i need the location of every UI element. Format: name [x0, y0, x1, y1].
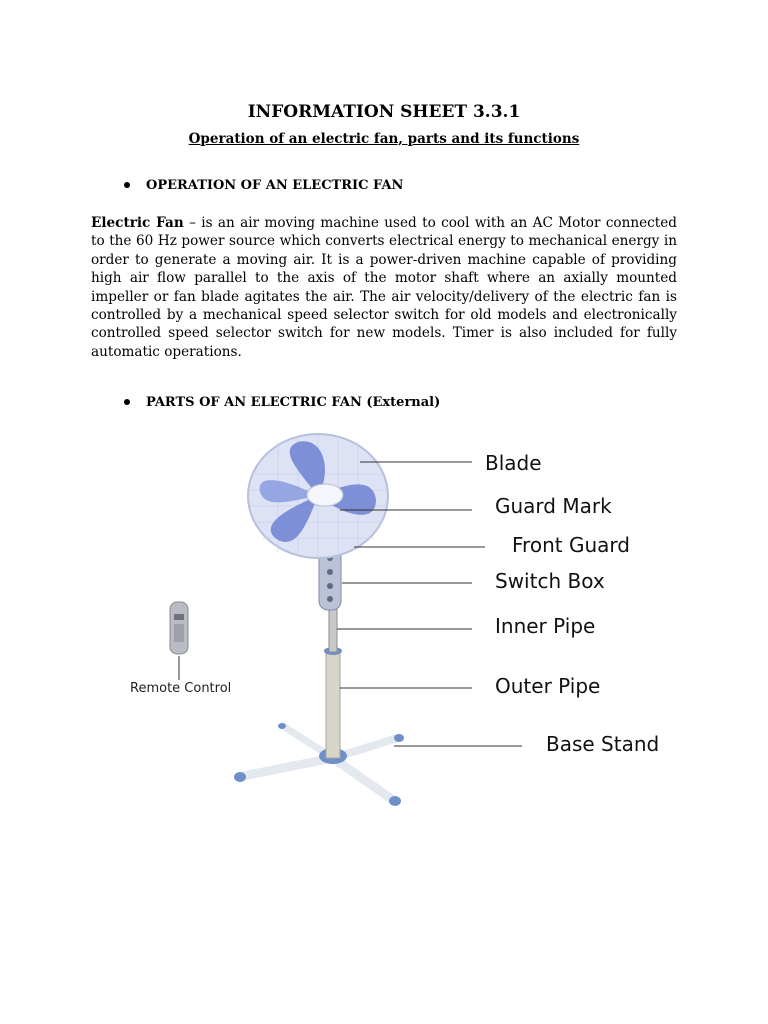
section-heading-parts: [124, 395, 440, 410]
guard-mark-image: [307, 484, 343, 506]
term-electric-fan: Electric Fan: [91, 215, 184, 231]
label-guard-mark: Guard Mark: [495, 494, 612, 518]
label-remote-control: Remote Control: [130, 681, 232, 696]
bullet-icon: [124, 399, 130, 405]
label-outer-pipe: Outer Pipe: [495, 674, 601, 698]
page-subtitle: Operation of an electric fan, parts and its functions: [188, 131, 580, 147]
label-inner-pipe: Inner Pipe: [495, 614, 596, 638]
label-base-stand: Base Stand: [546, 732, 660, 756]
bullet-icon: [124, 182, 130, 188]
label-front-guard: Front Guard: [512, 533, 630, 557]
description-text: – is an air moving machine used to cool with an AC Motor connected to the 60 Hz power source which converts electrical energy to mechanical energy in order to generate a moving air. It is a power-driven machine capable of providing high air flow parallel to the axis of the motor shaft where an axially mounted impeller or fan blade agitates the air. The air velocity/delivery of the electric fan is controlled by a mechanical speed selector switch for old models and electronically controlled speed selector switch for new models. Timer is also included for fully automatic operations.: [91, 215, 677, 360]
label-blade: Blade: [485, 451, 542, 475]
section-heading-text: OPERATION OF AN ELECTRIC FAN: [146, 178, 404, 193]
description-paragraph: [91, 214, 677, 361]
section-heading-text: PARTS OF AN ELECTRIC FAN (External): [146, 395, 441, 410]
label-switch-box: Switch Box: [495, 569, 605, 593]
section-heading-operation: [124, 178, 403, 193]
page-title: INFORMATION SHEET 3.3.1: [247, 102, 521, 122]
outer-pipe-image: [326, 650, 340, 758]
remote-control-image: [170, 602, 188, 680]
electric-fan-diagram: [128, 430, 658, 820]
base-stand-image: [234, 723, 404, 806]
fan-head-image: [248, 434, 388, 558]
